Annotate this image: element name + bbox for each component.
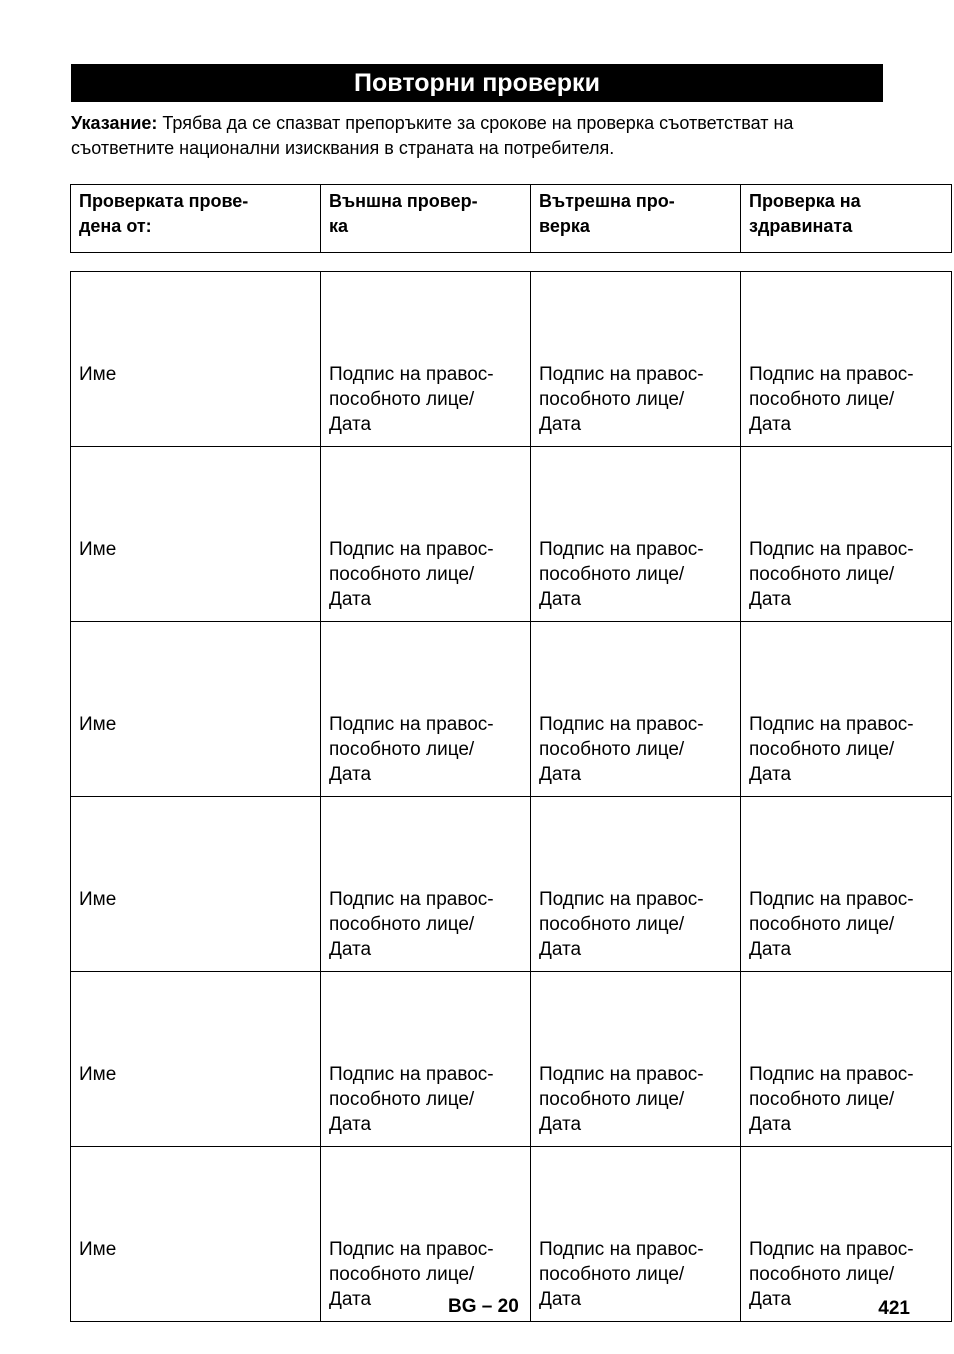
name-cell-text: Име [79,364,117,385]
signature-cell-internal[interactable] [531,622,741,797]
signature-cell-strength-text: Подпис на правос- пособното лице/ Дата [749,889,914,960]
signature-cell-internal-text: Подпис на правос- пособното лице/ Дата [539,1239,704,1310]
name-cell[interactable] [71,622,321,797]
signature-cell-external-text: Подпис на правос- пособното лице/ Дата [329,1239,494,1310]
signature-cell-strength-text: Подпис на правос- пособното лице/ Дата [749,1239,914,1310]
signature-cell-strength[interactable] [741,972,952,1147]
signature-cell-internal-text: Подпис на правос- пособното лице/ Дата [539,714,704,785]
header-table [70,184,952,253]
signature-cell-strength[interactable] [741,447,952,622]
signature-cell-internal[interactable] [531,447,741,622]
signature-cell-internal-text: Подпис на правос- пособното лице/ Дата [539,539,704,610]
signature-cell-external-text: Подпис на правос- пособното лице/ Дата [329,714,494,785]
table-row [71,272,952,447]
table-row [71,972,952,1147]
signature-cell-external[interactable] [321,797,531,972]
note-text: Трябва да се спазват препоръките за срокове на проверка съответстват на съответните национални изисквания в страната на потребителя. [71,113,794,158]
page-number: 421 [878,1298,910,1319]
inspection-table [70,271,952,1322]
signature-cell-internal[interactable] [531,272,741,447]
signature-cell-external[interactable] [321,972,531,1147]
signature-cell-external[interactable] [321,622,531,797]
signature-cell-external-text: Подпис на правос- пособното лице/ Дата [329,539,494,610]
name-cell[interactable] [71,972,321,1147]
name-cell[interactable] [71,272,321,447]
signature-cell-strength[interactable] [741,622,952,797]
header-internal-inspection: Вътрешна про- верка [531,185,741,253]
table-row [71,622,952,797]
signature-cell-strength[interactable] [741,797,952,972]
note-paragraph [71,111,886,161]
name-cell-text: Име [79,1239,117,1260]
signature-cell-internal[interactable] [531,1147,741,1322]
signature-cell-external[interactable] [321,272,531,447]
signature-cell-external[interactable] [321,447,531,622]
name-cell-text: Име [79,1064,117,1085]
page-title: Повторни проверки [71,64,883,102]
header-strength-test: Проверка на здравината [741,185,952,253]
signature-cell-strength-text: Подпис на правос- пособното лице/ Дата [749,714,914,785]
signature-cell-strength-text: Подпис на правос- пособното лице/ Дата [749,1064,914,1135]
signature-cell-external-text: Подпис на правос- пособното лице/ Дата [329,1064,494,1135]
name-cell-text: Име [79,889,117,910]
signature-cell-internal-text: Подпис на правос- пособното лице/ Дата [539,889,704,960]
table-row [71,797,952,972]
signature-cell-strength[interactable] [741,1147,952,1322]
signature-cell-internal[interactable] [531,972,741,1147]
name-cell[interactable] [71,797,321,972]
signature-cell-internal-text: Подпис на правос- пособното лице/ Дата [539,364,704,435]
name-cell-text: Име [79,539,117,560]
signature-cell-external-text: Подпис на правос- пособното лице/ Дата [329,889,494,960]
name-cell[interactable] [71,447,321,622]
name-cell[interactable] [71,1147,321,1322]
header-row [71,185,952,253]
table-row [71,447,952,622]
footer-language-code: BG – 20 [448,1296,519,1317]
signature-cell-strength-text: Подпис на правос- пособното лице/ Дата [749,364,914,435]
note-label: Указание: [71,113,158,133]
signature-cell-strength-text: Подпис на правос- пособното лице/ Дата [749,539,914,610]
header-inspected-by: Проверката прове- дена от: [71,185,321,253]
header-external-inspection: Външна провер- ка [321,185,531,253]
signature-cell-strength[interactable] [741,272,952,447]
name-cell-text: Име [79,714,117,735]
signature-cell-external-text: Подпис на правос- пособното лице/ Дата [329,364,494,435]
signature-cell-internal-text: Подпис на правос- пособното лице/ Дата [539,1064,704,1135]
signature-cell-internal[interactable] [531,797,741,972]
